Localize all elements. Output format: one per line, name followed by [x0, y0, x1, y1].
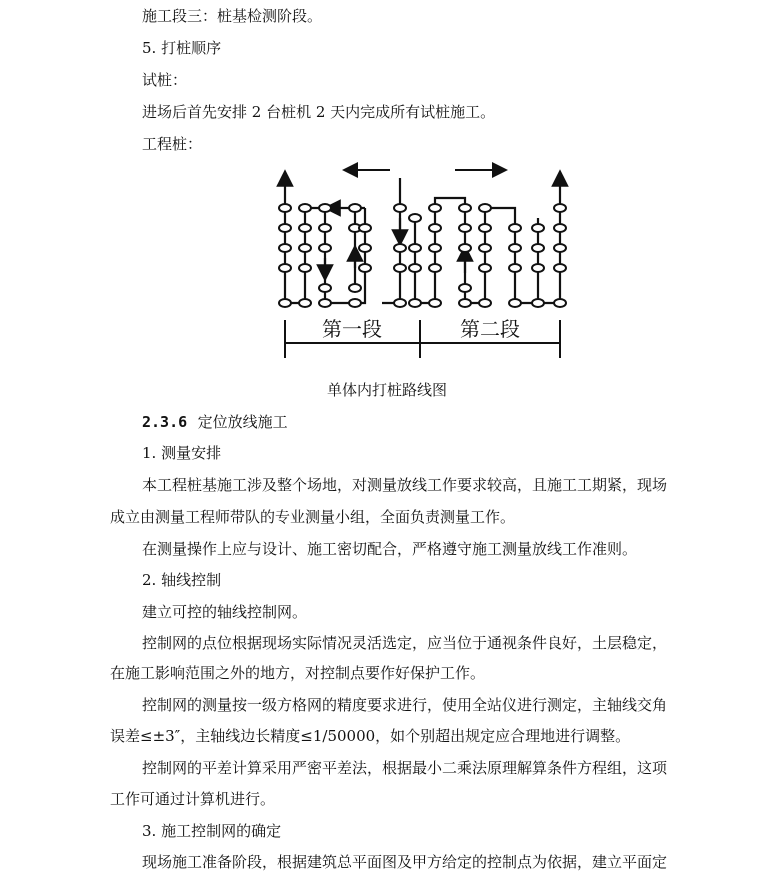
para-line-9: 控制网的测量按一级方格网的精度要求进行，使用全站仪进行测定，主轴线交角	[142, 696, 668, 714]
para-line-10: 误差≤±3″，主轴线边长精度≤1/50000，如个别超出规定应合理地进行调整。	[110, 727, 631, 745]
section-title: 定位放线施工	[197, 413, 288, 431]
text-line-1: 施工段三：桩基检测阶段。	[142, 7, 323, 25]
para-line-1: 1. 测量安排	[142, 444, 222, 462]
figure-caption: 单体内打桩路线图	[326, 381, 447, 399]
para-line-11: 控制网的平差计算采用严密平差法，根据最小二乘法原理解算条件方程组，这项	[142, 759, 668, 777]
para-line-7: 控制网的点位根据现场实际情况灵活选定，应当位于通视条件良好，土层稳定，	[142, 634, 668, 652]
section-number: 2.3.6	[142, 413, 188, 431]
section-heading	[142, 412, 288, 432]
segment-1-label: 第一段	[322, 317, 382, 341]
para-line-5: 2. 轴线控制	[142, 571, 222, 589]
text-line-5: 工程桩：	[142, 135, 203, 153]
text-line-4: 进场后首先安排 2 台桩机 2 天内完成所有试桩施工。	[142, 103, 496, 121]
text-line-3: 试桩：	[142, 71, 188, 89]
para-line-13: 3. 施工控制网的确定	[142, 822, 282, 840]
pile-route-diagram	[270, 158, 582, 368]
para-line-6: 建立可控的轴线控制网。	[142, 603, 308, 621]
para-line-8: 在施工影响范围之外的地方，对控制点要作好保护工作。	[110, 664, 486, 682]
para-line-3: 成立由测量工程师带队的专业测量小组，全面负责测量工作。	[110, 508, 516, 526]
para-line-2: 本工程桩基施工涉及整个场地，对测量放线工作要求较高，且施工工期紧，现场	[142, 476, 668, 494]
para-line-12: 工作可通过计算机进行。	[110, 790, 276, 808]
segment-2-label: 第二段	[460, 317, 520, 341]
pile-points	[279, 204, 566, 307]
para-line-4: 在测量操作上应与设计、施工密切配合，严格遵守施工测量放线工作准则。	[142, 540, 638, 558]
para-line-14: 现场施工准备阶段，根据建筑总平面图及甲方给定的控制点为依据，建立平面定	[142, 853, 668, 871]
text-line-2: 5. 打桩顺序	[142, 39, 222, 57]
